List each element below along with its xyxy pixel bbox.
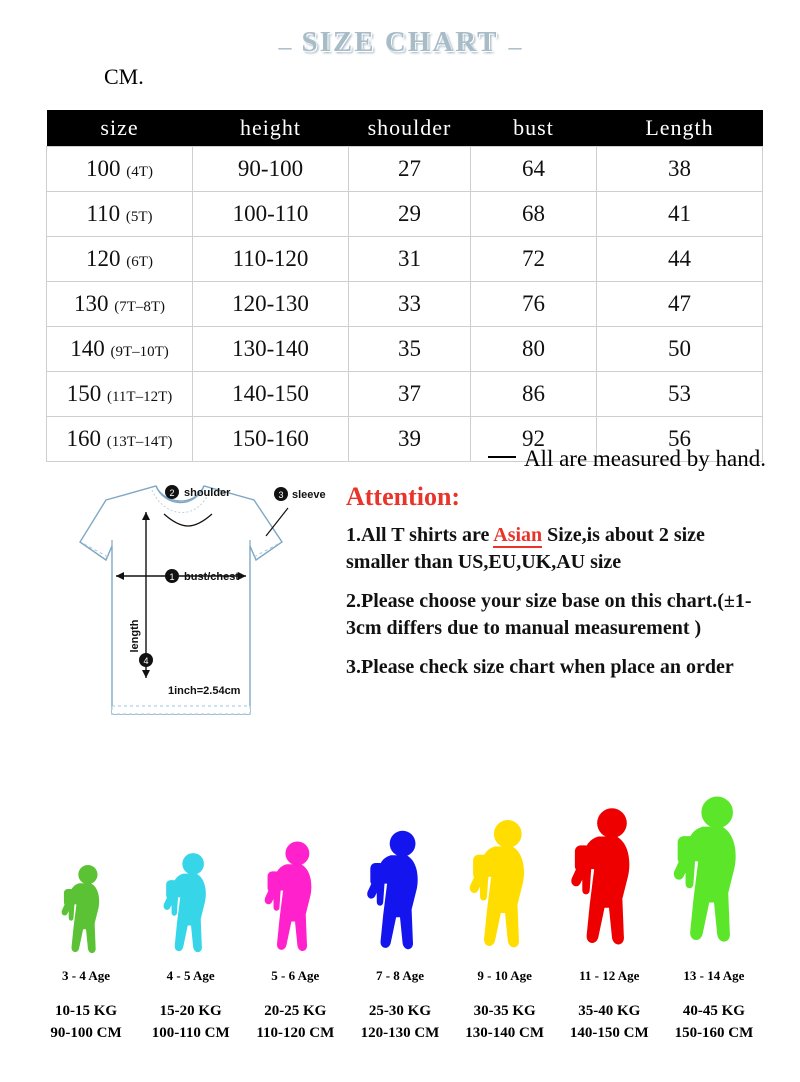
age-label-cell-4 xyxy=(455,960,555,984)
weight-label: 35-40 KG xyxy=(578,1003,641,1019)
weight-labels-row xyxy=(0,984,800,1020)
cell-length: 50 xyxy=(597,327,763,372)
column-header-height: height xyxy=(193,110,349,147)
height-label-cell-4 xyxy=(455,1020,555,1042)
page-title xyxy=(0,0,800,66)
height-label: 100-110 CM xyxy=(151,1025,230,1041)
child-silhouette-icon xyxy=(462,816,548,960)
title-dash-right: – xyxy=(508,32,522,62)
table-row xyxy=(47,147,763,192)
column-header-size: size xyxy=(47,110,193,147)
cell-size-value: 160 xyxy=(66,426,101,451)
cell-size-value: 110 xyxy=(86,201,121,226)
kids-size-illustration xyxy=(0,770,800,1070)
cell-bust: 80 xyxy=(471,327,597,372)
child-silhouette-icon xyxy=(55,864,117,960)
height-labels-row xyxy=(0,1020,800,1042)
height-label: 140-150 CM xyxy=(569,1025,649,1041)
age-label-cell-5 xyxy=(559,960,659,984)
weight-label-cell-3 xyxy=(350,984,450,1020)
cell-size xyxy=(47,327,193,372)
age-label-cell-3 xyxy=(350,960,450,984)
note-text: All are measured by hand. xyxy=(523,446,766,471)
cell-size-sub: (5T) xyxy=(125,209,153,225)
title-label: SIZE CHART xyxy=(301,26,499,58)
height-label-cell-5 xyxy=(559,1020,659,1042)
cell-size xyxy=(47,282,193,327)
table-row xyxy=(47,237,763,282)
cell-size-sub: (7T–8T) xyxy=(114,299,166,315)
height-label-cell-6 xyxy=(664,1020,764,1042)
weight-label: 40-45 KG xyxy=(682,1003,745,1019)
tshirt-svg xyxy=(44,478,338,750)
shoulder-label: shoulder xyxy=(184,487,231,499)
kid-figure-5 xyxy=(559,802,659,960)
child-silhouette-icon xyxy=(665,788,763,960)
child-silhouette-icon xyxy=(258,840,332,960)
cell-height: 140-150 xyxy=(193,372,349,417)
title-dash-left: – xyxy=(278,32,292,62)
age-label: 7 - 8 Age xyxy=(375,968,424,983)
age-label: 4 - 5 Age xyxy=(166,968,215,983)
cell-bust: 64 xyxy=(471,147,597,192)
cell-shoulder: 35 xyxy=(349,327,471,372)
height-label: 90-100 CM xyxy=(50,1025,122,1041)
inch-note-label: 1inch=2.54cm xyxy=(168,685,241,697)
weight-label: 20-25 KG xyxy=(264,1003,327,1019)
attention-line-2: 2.Please choose your size base on this chart.(±1-3cm differs due to manual measurement ) xyxy=(346,590,752,639)
age-label-cell-1 xyxy=(141,960,241,984)
size-chart-table-wrapper xyxy=(46,110,762,462)
child-silhouette-icon xyxy=(157,852,225,960)
table-row xyxy=(47,282,763,327)
cell-size xyxy=(47,147,193,192)
kid-figure-6 xyxy=(664,788,764,960)
cell-shoulder: 27 xyxy=(349,147,471,192)
cell-size xyxy=(47,417,193,462)
cell-size-value: 120 xyxy=(86,246,121,271)
age-label: 11 - 12 Age xyxy=(579,968,640,983)
cell-size-value: 150 xyxy=(66,381,102,406)
child-silhouette-icon xyxy=(360,828,440,960)
cell-size-sub: (6T) xyxy=(126,254,153,270)
height-label: 120-130 CM xyxy=(360,1025,440,1041)
age-label-cell-6 xyxy=(664,960,764,984)
column-header-shoulder: shoulder xyxy=(349,110,471,147)
weight-label-cell-4 xyxy=(455,984,555,1020)
length-label: length xyxy=(129,619,141,653)
tshirt-diagram xyxy=(44,478,338,750)
cell-size-sub: (9T–10T) xyxy=(110,344,169,360)
table-row xyxy=(47,372,763,417)
height-label-cell-3 xyxy=(350,1020,450,1042)
cell-size-sub: (4T) xyxy=(126,164,153,180)
marker-3-label: 3 xyxy=(278,490,284,500)
weight-label-cell-6 xyxy=(664,984,764,1020)
height-label-cell-0 xyxy=(36,1020,136,1042)
cell-height: 120-130 xyxy=(193,282,349,327)
cell-length: 47 xyxy=(597,282,763,327)
weight-label: 30-35 KG xyxy=(473,1003,536,1019)
column-header-bust: bust xyxy=(471,110,597,147)
cell-length: 38 xyxy=(597,147,763,192)
note-dash xyxy=(488,456,516,458)
weight-label-cell-5 xyxy=(559,984,659,1020)
kid-figure-3 xyxy=(350,828,450,960)
age-label-cell-2 xyxy=(245,960,345,984)
age-label: 3 - 4 Age xyxy=(61,968,111,983)
cell-height: 90-100 xyxy=(193,147,349,192)
shirt-outline xyxy=(80,486,282,714)
cell-bust: 76 xyxy=(471,282,597,327)
cell-size-value: 140 xyxy=(70,336,105,361)
cell-shoulder: 31 xyxy=(349,237,471,282)
age-label: 5 - 6 Age xyxy=(271,968,320,983)
size-chart-table xyxy=(46,110,763,462)
cell-length: 53 xyxy=(597,372,763,417)
cell-shoulder: 29 xyxy=(349,192,471,237)
cell-height: 150-160 xyxy=(193,417,349,462)
cell-size-value: 130 xyxy=(73,291,109,316)
attention-title: Attention: xyxy=(346,482,461,511)
table-row xyxy=(47,327,763,372)
cell-size xyxy=(47,192,193,237)
attention-line-3: 3.Please check size chart when place an order xyxy=(346,656,734,679)
cell-length: 41 xyxy=(597,192,763,237)
cell-shoulder: 37 xyxy=(349,372,471,417)
child-silhouette-icon xyxy=(563,802,655,960)
cell-height: 130-140 xyxy=(193,327,349,372)
cell-shoulder: 39 xyxy=(349,417,471,462)
cell-bust: 72 xyxy=(471,237,597,282)
weight-label-cell-2 xyxy=(245,984,345,1020)
cell-size xyxy=(47,237,193,282)
kids-figures-row xyxy=(0,770,800,960)
weight-label-cell-1 xyxy=(141,984,241,1020)
age-label-cell-0 xyxy=(36,960,136,984)
column-header-length: Length xyxy=(597,110,763,147)
table-header-row xyxy=(47,110,763,147)
marker-1-label: 1 xyxy=(169,572,175,582)
height-label-cell-1 xyxy=(141,1020,241,1042)
shirt-hem xyxy=(112,706,250,714)
height-label: 110-120 CM xyxy=(256,1025,335,1041)
weight-label: 15-20 KG xyxy=(159,1003,222,1019)
kid-figure-0 xyxy=(36,864,136,960)
cell-bust: 86 xyxy=(471,372,597,417)
height-label: 150-160 CM xyxy=(674,1025,754,1041)
kid-figure-4 xyxy=(455,816,555,960)
cell-size-value: 100 xyxy=(86,156,121,181)
weight-label: 25-30 KG xyxy=(368,1003,432,1019)
attention-block xyxy=(346,482,770,694)
cell-length: 44 xyxy=(597,237,763,282)
attention-line-1 xyxy=(346,522,770,575)
marker-2-label: 2 xyxy=(169,488,175,498)
marker-4-label: 4 xyxy=(143,656,149,666)
weight-label-cell-0 xyxy=(36,984,136,1020)
table-row xyxy=(47,192,763,237)
unit-label: CM. xyxy=(104,64,144,89)
cell-height: 110-120 xyxy=(193,237,349,282)
cell-height: 100-110 xyxy=(193,192,349,237)
weight-label: 10-15 KG xyxy=(54,1003,118,1019)
height-label-cell-2 xyxy=(245,1020,345,1042)
kid-figure-1 xyxy=(141,852,241,960)
cell-bust: 92 xyxy=(471,417,597,462)
attention-line-1-part-b: Size,is about 2 size smaller than US,EU,UK,AU size xyxy=(346,524,705,573)
cell-size-sub: (11T–12T) xyxy=(106,389,173,405)
measured-by-hand-note xyxy=(488,446,766,472)
cell-size-sub: (13T–14T) xyxy=(106,434,173,450)
asian-size-highlight: Asian xyxy=(493,524,543,546)
kid-figure-2 xyxy=(245,840,345,960)
age-label: 13 - 14 Age xyxy=(683,968,745,983)
bust-label: bust/chest xyxy=(184,571,240,583)
cell-size xyxy=(47,372,193,417)
height-label: 130-140 CM xyxy=(465,1025,544,1041)
sleeve-label: sleeve xyxy=(292,489,326,501)
age-label: 9 - 10 Age xyxy=(477,968,532,983)
age-labels-row xyxy=(0,960,800,984)
attention-line-1-part-a: 1.All T shirts are xyxy=(346,524,494,546)
cell-bust: 68 xyxy=(471,192,597,237)
cell-shoulder: 33 xyxy=(349,282,471,327)
cell-length: 56 xyxy=(597,417,763,462)
